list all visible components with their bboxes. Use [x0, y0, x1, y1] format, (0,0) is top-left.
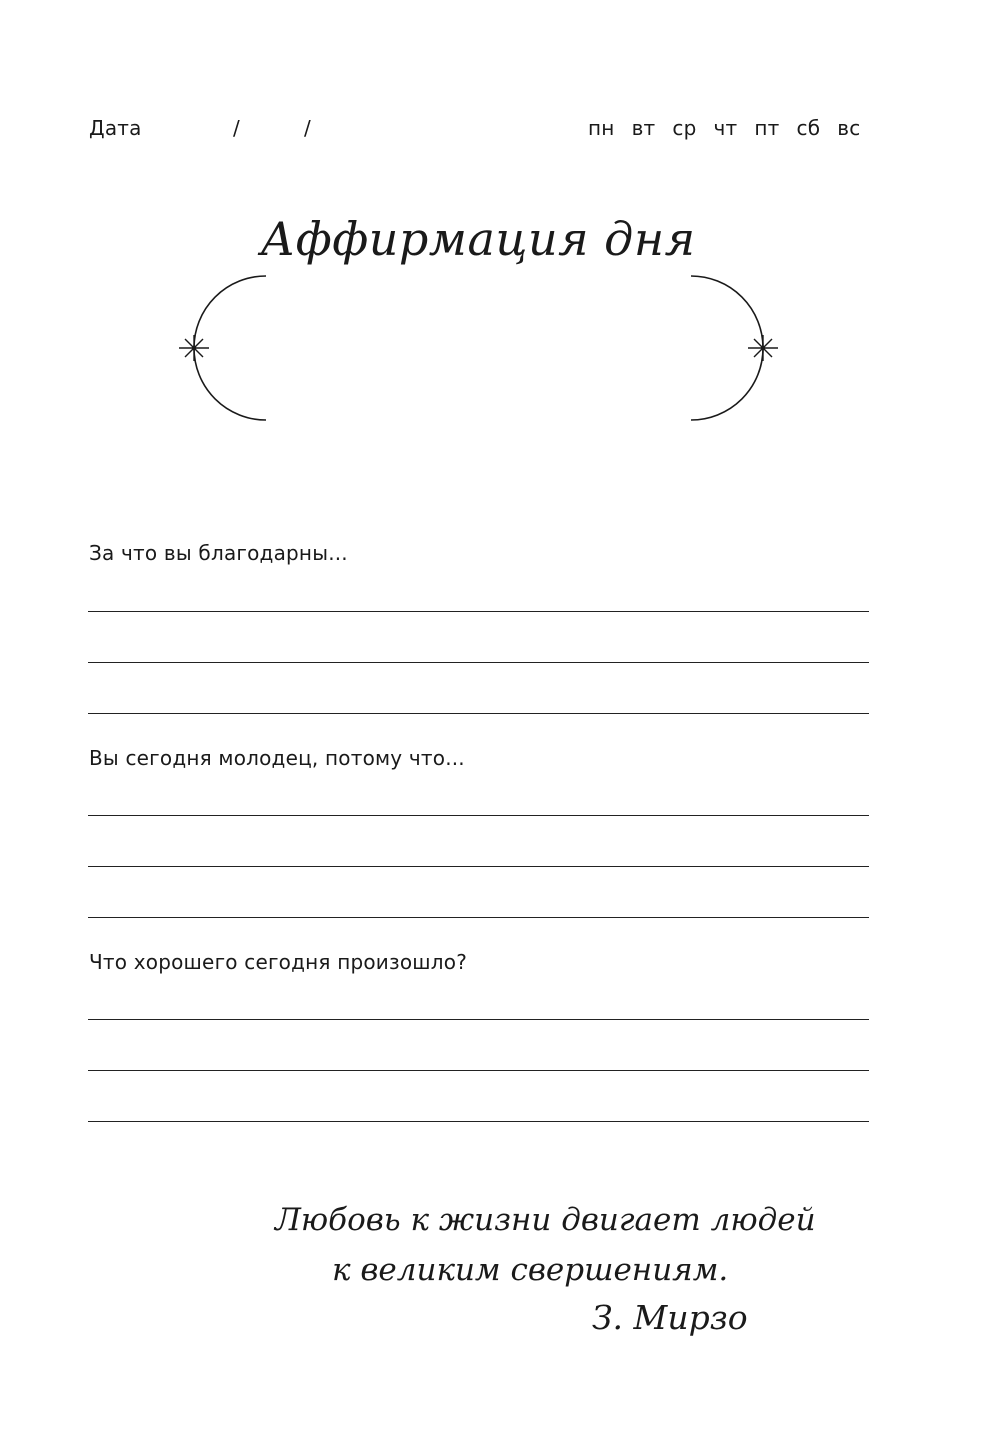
question-gratitude: За что вы благодарны...: [89, 541, 348, 565]
date-separator: /: [233, 116, 240, 140]
left-star-icon: [179, 335, 209, 361]
weekday-sat[interactable]: сб: [796, 116, 821, 140]
weekday-tue[interactable]: вт: [631, 116, 656, 140]
date-label: Дата: [89, 116, 142, 140]
quote-author: З. Мирзо: [592, 1298, 748, 1337]
writing-line[interactable]: [88, 866, 869, 867]
weekday-thu[interactable]: чт: [713, 116, 738, 140]
affirmation-title: Аффирмация дня: [260, 212, 696, 266]
date-separator: /: [304, 116, 311, 140]
writing-line[interactable]: [88, 1121, 869, 1122]
question-well-done: Вы сегодня молодец, потому что...: [89, 746, 465, 770]
quote-line: к великим свершениям.: [332, 1252, 729, 1288]
writing-line[interactable]: [88, 662, 869, 663]
writing-line[interactable]: [88, 713, 869, 714]
writing-line[interactable]: [88, 815, 869, 816]
writing-line[interactable]: [88, 611, 869, 612]
quote-line: Любовь к жизни двигает людей: [275, 1202, 816, 1238]
weekday-fri[interactable]: пт: [754, 116, 780, 140]
weekday-mon[interactable]: пн: [588, 116, 615, 140]
affirmation-frame: [170, 268, 790, 428]
writing-line[interactable]: [88, 917, 869, 918]
weekday-sun[interactable]: вс: [837, 116, 861, 140]
writing-line[interactable]: [88, 1070, 869, 1071]
writing-line[interactable]: [88, 1019, 869, 1020]
weekday-wed[interactable]: ср: [672, 116, 697, 140]
right-star-icon: [748, 335, 778, 361]
question-good-today: Что хорошего сегодня произошло?: [89, 950, 468, 974]
weekday-row: [588, 116, 860, 140]
